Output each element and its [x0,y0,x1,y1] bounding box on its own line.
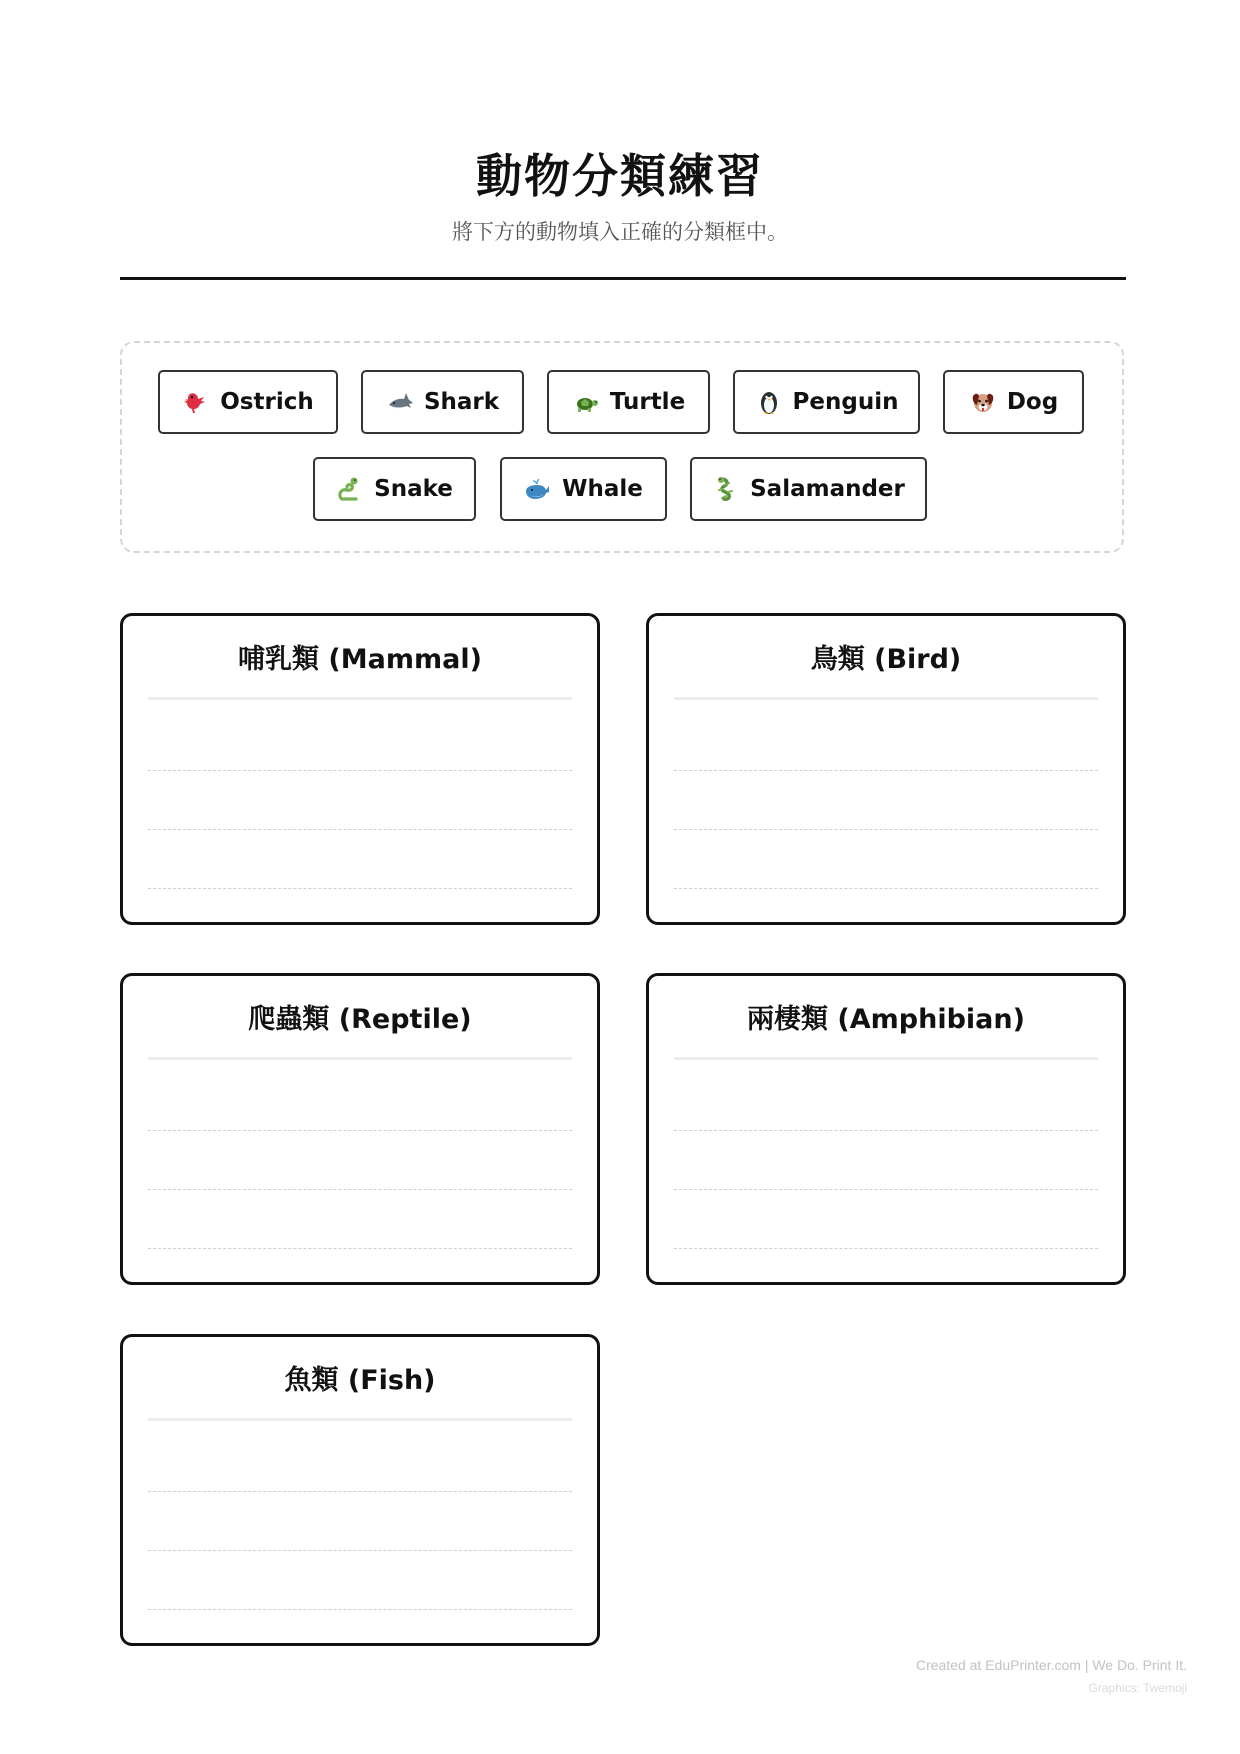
turtle-icon [572,388,600,416]
writing-line [148,770,572,771]
animal-card-label: Penguin [792,389,899,415]
writing-line [148,1491,572,1492]
animal-card-label: Dog [1006,389,1059,415]
footer-graphics-credit: Graphics: Twemoji [1088,1681,1187,1695]
writing-line [674,1130,1098,1131]
animal-card-snake[interactable] [313,457,476,521]
animal-card-salamander[interactable] [690,457,927,521]
writing-line [674,888,1098,889]
animal-card-label: Salamander [750,476,905,502]
salamander-icon [712,475,740,503]
writing-line [148,1189,572,1190]
category-title: 爬蟲類 (Reptile) [248,1004,472,1035]
category-box-amphibian[interactable] [646,973,1126,1285]
category-title-divider [148,1418,572,1421]
writing-line [148,1550,572,1551]
category-title-divider [148,697,572,700]
snake-icon [336,475,364,503]
shark-icon [386,388,414,416]
writing-line [674,1248,1098,1249]
writing-line [148,1248,572,1249]
category-title: 鳥類 (Bird) [810,644,962,675]
category-title-divider [148,1057,572,1060]
category-box-reptile[interactable] [120,973,600,1285]
writing-line [148,888,572,889]
writing-line [148,1130,572,1131]
category-title-divider [674,1057,1098,1060]
category-title-divider [674,697,1098,700]
ostrich-icon [182,388,210,416]
writing-line [148,829,572,830]
animal-card-label: Ostrich [220,389,314,415]
writing-line [674,770,1098,771]
category-box-fish[interactable] [120,1334,600,1646]
footer-credit: Created at EduPrinter.com | We Do. Print It. [915,1657,1187,1673]
animal-card-penguin[interactable] [733,370,920,434]
animal-card-whale[interactable] [500,457,667,521]
writing-line [148,1609,572,1610]
writing-line [674,1189,1098,1190]
writing-line [674,829,1098,830]
category-box-bird[interactable] [646,613,1126,925]
header-divider [120,277,1126,280]
animal-card-ostrich[interactable] [158,370,338,434]
category-title: 魚類 (Fish) [284,1365,436,1396]
whale-icon [524,475,552,503]
animal-card-label: Snake [374,476,453,502]
animal-card-label: Whale [562,476,643,502]
category-title: 哺乳類 (Mammal) [238,644,482,675]
animal-card-shark[interactable] [361,370,524,434]
dog-icon [969,388,997,416]
animal-card-label: Turtle [609,389,686,415]
category-title: 兩棲類 (Amphibian) [747,1004,1025,1035]
animal-card-label: Shark [423,389,500,415]
animal-card-dog[interactable] [943,370,1084,434]
animal-card-turtle[interactable] [547,370,710,434]
penguin-icon [755,388,783,416]
page-title: 動物分類練習 [476,149,764,203]
page-subtitle: 將下方的動物填入正確的分類框中。 [452,220,788,244]
category-box-mammal[interactable] [120,613,600,925]
